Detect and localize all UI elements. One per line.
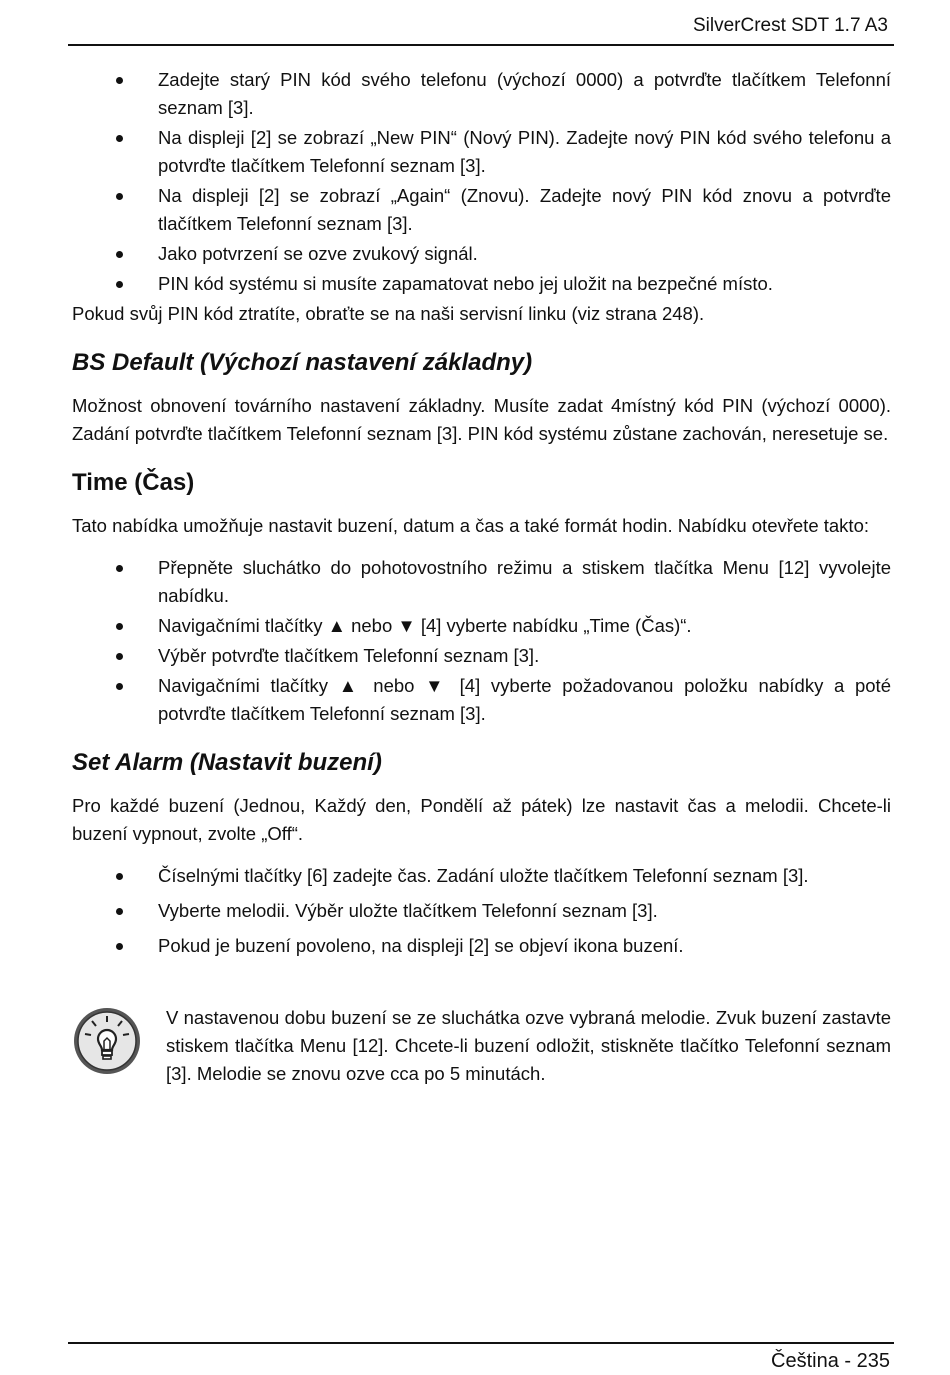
- list-item: Výběr potvrďte tlačítkem Telefonní seznam [3].: [72, 642, 891, 670]
- header-divider: [68, 44, 894, 46]
- set-alarm-heading: Set Alarm (Nastavit buzení): [72, 749, 382, 776]
- page-footer: Čeština - 235: [771, 1350, 890, 1372]
- time-heading: Time (Čas): [72, 469, 195, 496]
- page-header: SilverCrest SDT 1.7 A3: [692, 15, 888, 36]
- bs-default-heading: BS Default (Výchozí nastavení základny): [72, 349, 533, 376]
- pin-steps-list: [72, 66, 891, 298]
- alarm-steps-list: [72, 862, 891, 960]
- list-item: Jako potvrzení se ozve zvukový signál.: [72, 240, 891, 268]
- list-item: Navigačními tlačítky ▲ nebo ▼ [4] vyberte požadovanou položku nabídky a poté potvrďte tlačítkem Telefonní seznam [3].: [72, 672, 891, 728]
- list-item: Číselnými tlačítky [6] zadejte čas. Zadání uložte tlačítkem Telefonní seznam [3].: [72, 862, 891, 890]
- list-item: Přepněte sluchátko do pohotovostního režimu a stiskem tlačítka Menu [12] vyvolejte nabídku.: [72, 554, 891, 610]
- tip-note: [72, 1004, 891, 1088]
- time-steps-list: [72, 554, 891, 728]
- list-item: Na displeji [2] se zobrazí „New PIN“ (Nový PIN). Zadejte nový PIN kód svého telefonu a potvrďte tlačítkem Telefonní seznam [3].: [72, 124, 891, 180]
- footer-divider: [68, 1342, 894, 1344]
- list-item: Na displeji [2] se zobrazí „Again“ (Znovu). Zadejte nový PIN kód znovu a potvrďte tlačítkem Telefonní seznam [3].: [72, 182, 891, 238]
- tip-text: V nastavenou dobu buzení se ze sluchátka ozve vybraná melodie. Zvuk buzení zastavte stiskem tlačítka Menu [12]. Chcete-li buzení odložit, stiskněte tlačítko Telefonní seznam [3]. Melodie se znovu ozve cca po 5 minutách.: [166, 1007, 891, 1084]
- list-item: PIN kód systému si musíte zapamatovat nebo jej uložit na bezpečné místo.: [72, 270, 891, 298]
- page-content: [72, 66, 891, 1088]
- time-intro-paragraph: Tato nabídka umožňuje nastavit buzení, datum a čas a také formát hodin. Nabídku otevřete takto:: [72, 515, 869, 536]
- list-item: Zadejte starý PIN kód svého telefonu (výchozí 0000) a potvrďte tlačítkem Telefonní seznam [3].: [72, 66, 891, 122]
- list-item: Vyberte melodii. Výběr uložte tlačítkem Telefonní seznam [3].: [72, 897, 891, 925]
- set-alarm-intro-paragraph: Pro každé buzení (Jednou, Každý den, Pondělí až pátek) lze nastavit čas a melodii. Chcete-li buzení vypnout, zvolte „Off“.: [72, 795, 891, 844]
- bs-default-paragraph: Možnost obnovení továrního nastavení základny. Musíte zadat 4místný kód PIN (výchozí 0000). Zadání potvrďte tlačítkem Telefonní seznam [3]. PIN kód systému zůstane zachován, neresetuje se.: [72, 395, 891, 444]
- list-item: Pokud je buzení povoleno, na displeji [2] se objeví ikona buzení.: [72, 932, 891, 960]
- list-item: Navigačními tlačítky ▲ nebo ▼ [4] vyberte nabídku „Time (Čas)“.: [72, 612, 891, 640]
- lightbulb-icon: [72, 1006, 142, 1076]
- pin-lost-paragraph: Pokud svůj PIN kód ztratíte, obraťte se na naši servisní linku (viz strana 248).: [72, 303, 705, 324]
